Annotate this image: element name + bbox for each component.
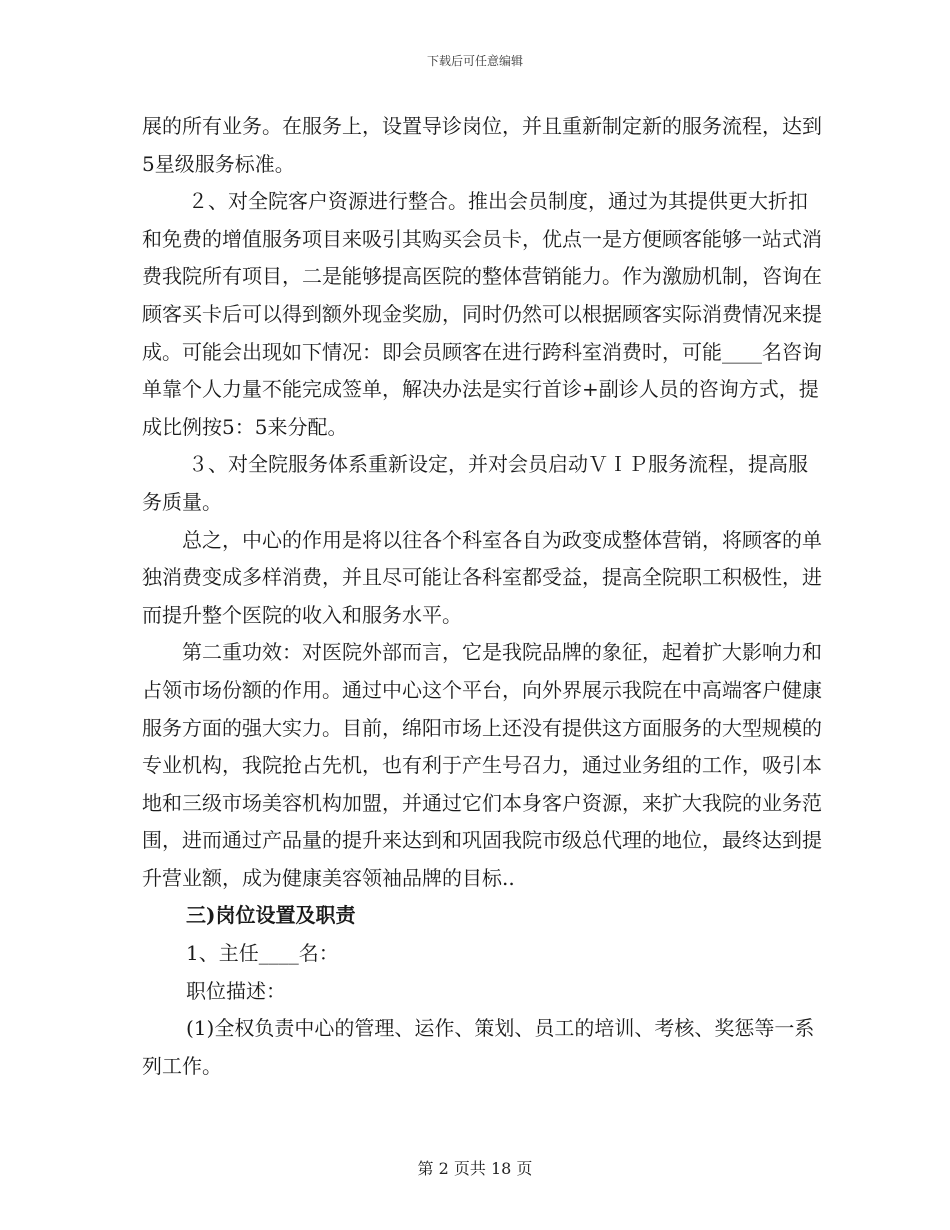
position-description-label: 职位描述： xyxy=(186,978,286,1003)
paragraph-summary: 总之，中心的作用是将以往各个科室各自为政变成整体营销，将顾客的单独消费变成多样消费，并且尽可能让各科室都受益，提高全院职工积极性，进而提升整个医院的收入和服务水平。 xyxy=(142,527,822,627)
paragraph-second-effect: 第二重功效：对医院外部而言，它是我院品牌的象征，起着扩大影响力和占领市场份额的作用。通过中心这个平台，向外界展示我院在中高端客户健康服务方面的强大实力。目前，绵阳市场上还没有提供这方面服务的大型规模的专业机构，我院抢占先机，也有利于产生号召力，通过业务组的工作，吸引本地和三级市场美容机构加盟，并通过它们本身客户资源，来扩大我院的业务范围，进而通过产品量的提升来达到和巩固我院市级总代理的地位，最终达到提升营业额，成为健康美容领袖品牌的目标.. xyxy=(142,640,822,890)
duty-item-1: (1)全权负责中心的管理、运作、策划、员工的培训、考核、奖惩等一系列工作。 xyxy=(142,1016,815,1078)
page-footer: 第 2 页共 18 页 xyxy=(417,1159,533,1178)
paragraph-continuation: 展的所有业务。在服务上，设置导诊岗位，并且重新制定新的服务流程，达到5星级服务标准。 xyxy=(142,114,822,176)
position-title: 1、主任____名： xyxy=(186,941,339,966)
section-heading: 三)岗位设置及职责 xyxy=(186,903,356,928)
page-header: 下载后可任意编辑 xyxy=(426,54,523,68)
document-body xyxy=(142,108,822,1085)
paragraph-item-3: ３、对全院服务体系重新设定，并对会员启动ＶＩＰ服务流程，提高服务质量。 xyxy=(142,452,808,514)
paragraph-item-2: ２、对全院客户资源进行整合。推出会员制度，通过为其提供更大折扣和免费的增值服务项目来吸引其购买会员卡，优点一是方便顾客能够一站式消费我院所有项目，二是能够提高医院的整体营销能力。作为激励机制，咨询在顾客买卡后可以得到额外现金奖励，同时仍然可以根据顾客实际消费情况来提成。可能会出现如下情况：即会员顾客在进行跨科室消费时，可能____名咨询单靠个人力量不能完成签单，解决办法是实行首诊+副诊人员的咨询方式，提成比例按5：5来分配。 xyxy=(142,189,822,439)
